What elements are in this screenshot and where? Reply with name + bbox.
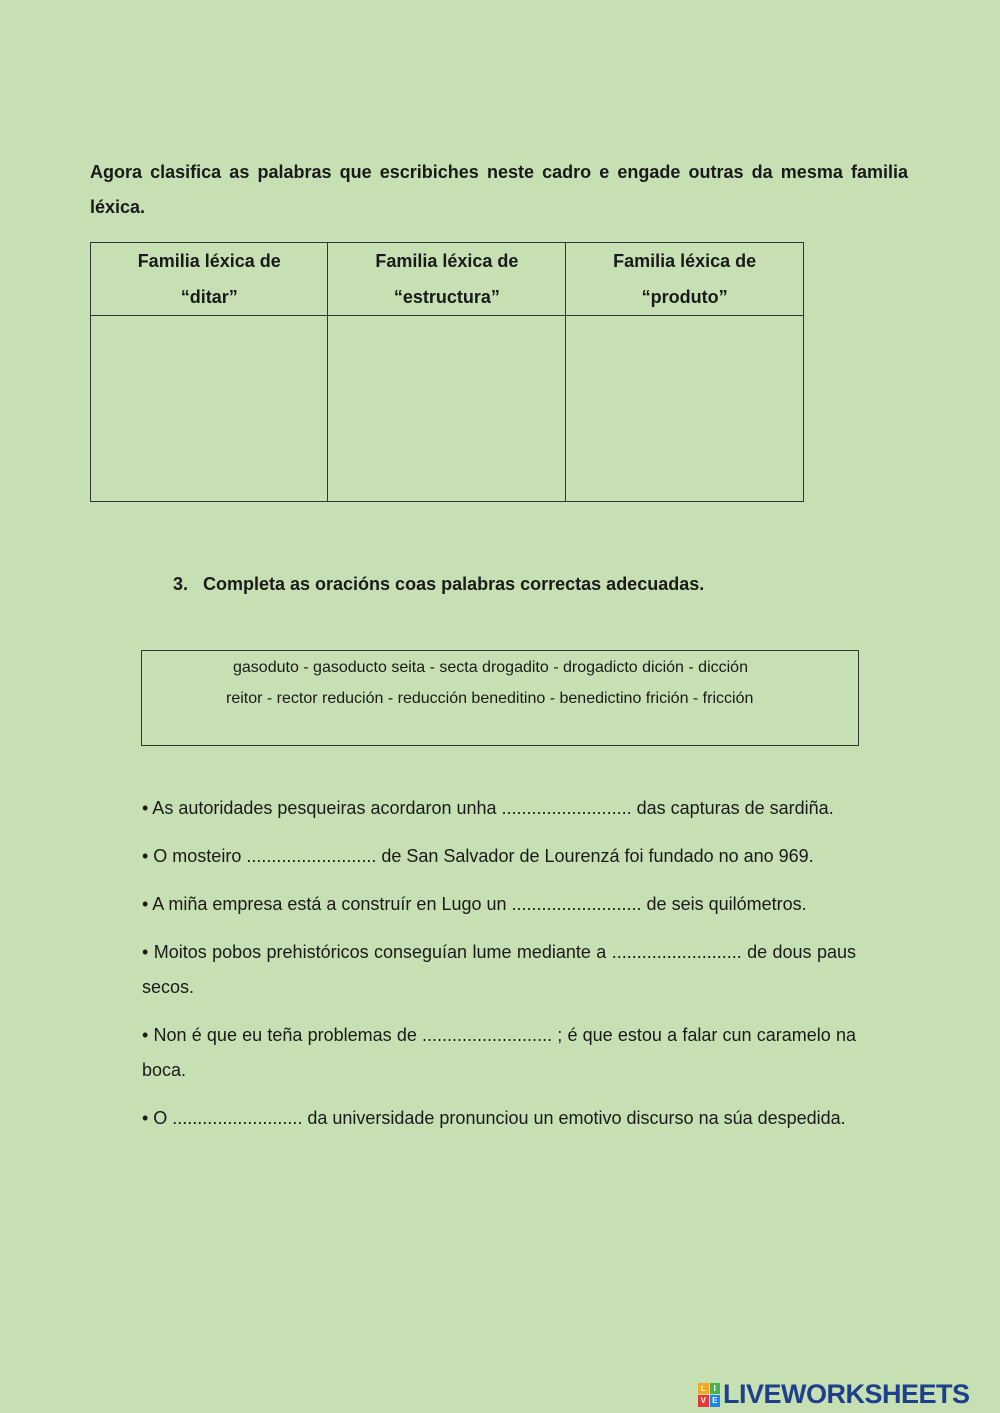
- header-label: Familia léxica de: [375, 251, 519, 271]
- answer-cell-estructura[interactable]: [328, 316, 566, 502]
- table-header-estructura: [328, 243, 566, 316]
- logo-text: LIVEWORKSHEETS: [723, 1379, 970, 1409]
- answer-cell-produto[interactable]: [566, 316, 804, 502]
- sentence-item: • As autoridades pesqueiras acordaron unha .......................... das capturas de sardiña.: [142, 798, 834, 818]
- logo-mark-letter: E: [710, 1395, 721, 1407]
- logo-mark-letter: I: [710, 1383, 721, 1395]
- table-header-ditar: [91, 243, 328, 316]
- intro-instruction: Agora clasifica as palabras que escribiches neste cadro e engade outras da mesma familia léxica.: [90, 162, 908, 217]
- sentence-item: • O .......................... da universidade pronunciou un emotivo discurso na súa despedida.: [142, 1108, 846, 1128]
- live-icon: [698, 1383, 720, 1407]
- table-header-produto: [566, 243, 804, 316]
- answer-cell-ditar[interactable]: [91, 316, 328, 502]
- section-3-heading: [173, 574, 704, 595]
- header-word: “produto”: [641, 287, 728, 307]
- sentence-item: • Moitos pobos prehistóricos conseguían lume mediante a .......................... de dous paus secos.: [142, 942, 856, 997]
- word-bank-box: [141, 650, 859, 746]
- header-label: Familia léxica de: [137, 251, 281, 271]
- sentence-list: [142, 791, 856, 1149]
- header-word: “estructura”: [393, 287, 500, 307]
- header-label: Familia léxica de: [613, 251, 757, 271]
- section-title: Completa as oracións coas palabras correctas adecuadas.: [203, 574, 705, 594]
- word-bank-line: gasoduto - gasoducto seita - secta drogadito - drogadicto dición - dicción: [233, 659, 748, 676]
- sentence-item: • Non é que eu teña problemas de .......................... ; é que estou a falar cun caramelo na boca.: [142, 1025, 856, 1080]
- section-number: 3.: [173, 574, 189, 594]
- header-word: “ditar”: [180, 287, 238, 307]
- sentence-item: • A miña empresa está a construír en Lugo un .......................... de seis quilómetros.: [142, 894, 807, 914]
- lexical-family-table: [90, 242, 804, 502]
- word-bank-line: reitor - rector redución - reducción beneditino - benedictino frición - fricción: [226, 690, 754, 707]
- sentence-item: • O mosteiro .......................... de San Salvador de Lourenzá foi fundado no ano 969.: [142, 846, 814, 866]
- logo-mark-letter: V: [698, 1395, 709, 1407]
- logo-mark-letter: L: [698, 1383, 709, 1395]
- liveworksheets-logo: [698, 1379, 970, 1410]
